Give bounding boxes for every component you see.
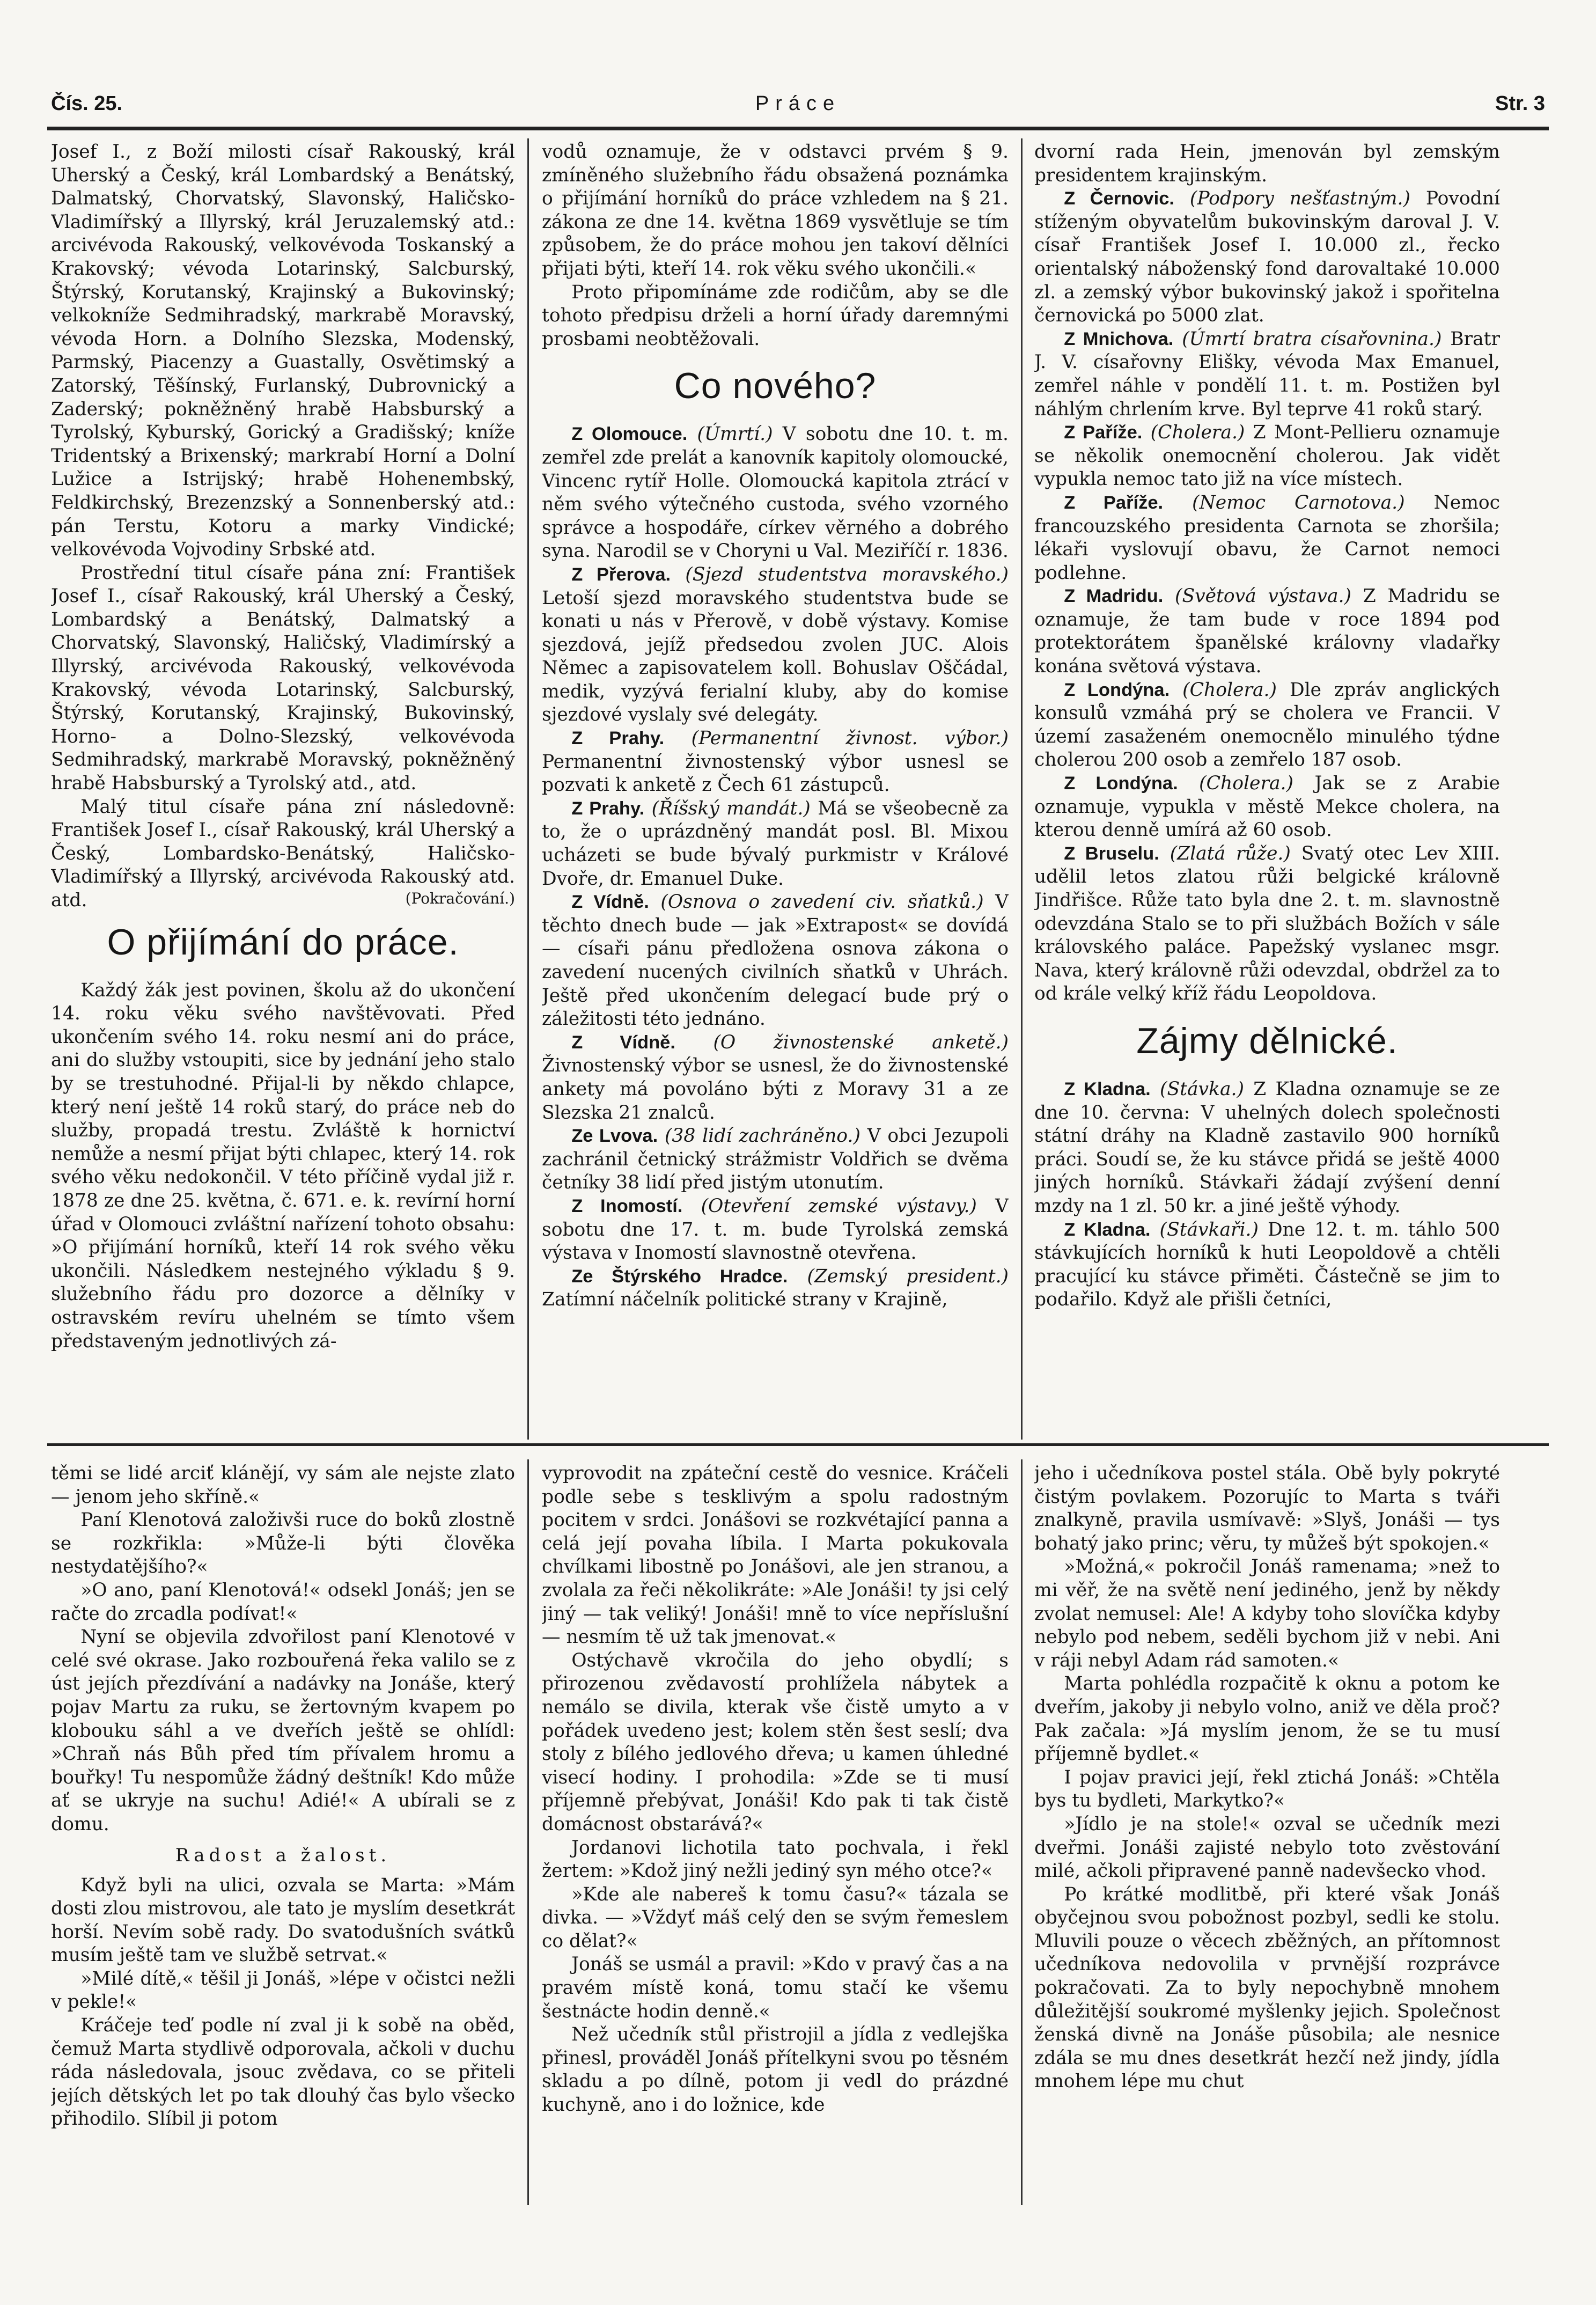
news-text: Zatímní náčelník politické strany v Krajině,	[542, 1289, 948, 1311]
news-location: Z Vídně.	[571, 892, 649, 913]
news-tag: (Cholera.)	[1199, 773, 1293, 795]
section-heading-news: Co nového?	[674, 365, 877, 407]
feuilleton-column-3	[1034, 1462, 1500, 2205]
news-tag: (Úmrtí bratra císařovnina.)	[1182, 328, 1442, 350]
news-text: V sobotu dne 10. t. m. zemřel zde prelát a kanovník kapitoly olomoucké, Vincenc rytíř Holle. Olomoucká kapitola ztrácí v něm svého výtečného custoda, svého vzorného správce a hospodáře, církev věrného a dobrého syna. Narodil se v Choryni u Val. Meziříčí r. 1836.	[542, 423, 1009, 562]
news-item	[1034, 772, 1500, 842]
news-location: Z Paříže.	[1064, 492, 1164, 513]
story-paragraph: těmi se lidé arciť klánějí, vy sám ale nejste zlato — jenom jeho skříně.«	[51, 1463, 515, 1508]
news-tag: (Říšský mandát.)	[651, 797, 811, 819]
story-paragraph: Nyní se objevila zdvořilost paní Klenotové v celé své okrase. Jako rozbouřená řeka valilo se z úst jejích přezdívání a nadávky na Jonáše, který pojav Martu za ruku, se žertovným kvapem po klobouku sáhl a ve dveřích ještě se ohlídl: »Chraň nás Bůh před tím přívalem hromu a bouřky! Tu nespomůže žádný deštník! Kdo může ať se ukryje na suchu! Adié!« A ubírali se z domu.	[51, 1626, 515, 1835]
column-rule-4	[1021, 1459, 1023, 2205]
news-tag: (Nemoc Carnotova.)	[1192, 491, 1405, 513]
news-location: Z Olomouce.	[571, 424, 688, 445]
continued-note: (Pokračování.)	[405, 889, 515, 907]
news-location: Z Londýna.	[1064, 773, 1178, 794]
news-item	[542, 891, 1009, 1031]
news-text: Svatý otec Lev XIII. udělil letos zlatou růži belgické královně Jindřišce. Růže tato byla dne 2. t. m. slavnostně odevzdána Stalo se to při službách Božích v sále královského paláce. Papežský vyslanec msgr. Nava, který královně růži odevzdal, obdržel za to od krále velký kříž řádu Leopoldova.	[1034, 842, 1500, 1005]
title-paragraph-1: Josef I., z Boží milosti císař Rakouský, král Uherský a Český, král Lombardský a Benátský, Dalmatský, Chorvatský, Slavonský, Haličsko-Vladimířský a Illyrský, král Jeruzalemský atd.: arcivévoda Rakouský, velkovévoda Toskanský a Krakovský; vévoda Lotarinský, Salcburský, Štýrský, Korutanský, Krajinský a Bukovinský; velkokníže Sedmihradský, markrabě Moravský, vévoda Horn. a Dolního Slezska, Modenský, Parmský, Piacenzy a Guastally, Osvětimský a Zatorský, Těšínský, Furlanský, Dubrovnický a Zaderský; pokněžněný hrabě Habsburský a Tyrolský, Kyburský, Gorický a Gradišský; kníže Tridentský a Brixenský; markrabí Horní a Dolní Lužice a Istrijský; hrabě Hohenembský, Feldkirchský, Brezenzský a Sonnenberský atd.: pán Terstu, Kotoru a marky Vindické; velkovévoda Vojvodiny Srbské atd.	[51, 141, 515, 561]
news-location: Ze Lvova.	[571, 1126, 658, 1147]
news-tag: (Osnova o zavedení civ. sňatků.)	[660, 891, 984, 913]
running-head	[51, 92, 1545, 124]
labor-tag: (Stávka.)	[1160, 1078, 1244, 1100]
page-number: Str. 3	[1495, 92, 1545, 115]
news-item	[542, 1195, 1009, 1265]
news-text: V obci Jezupoli zachránil četnický strážmistr Voldřich se dvěma četníky 38 lidí před jistým utonutím.	[542, 1125, 1009, 1194]
title-paragraph-2: Prostřední titul císaře pána zní: František Josef I., císař Rakouský, král Uherský a Český, Lombardský a Benátský, Dalmatský a Chorvatský, Slavonský, Haličský, Vladimírský a Illyrský, arcivévoda Rakouský, velkovévoda Krakovský, vévoda Lotarinský, Salcburský, Štýrský, Korutanský, Krajinský, Bukovinský, Horno- a Dolno-Slezský, velkovévoda Sedmihradský, markrabě Moravský, pokněžněný hrabě Habsburský a Tyrolský atd., atd.	[51, 562, 515, 795]
news-item	[1034, 328, 1500, 421]
story-paragraph: Paní Klenotová založivši ruce do boků zlostně se rozkřikla: »Může-li býti člověka nestydatějšího?«	[51, 1509, 515, 1578]
news-item	[542, 797, 1009, 891]
labor-location: Z Kladna.	[1064, 1078, 1151, 1099]
labor-item	[1034, 1218, 1500, 1312]
title-paragraph-3: Malý titul císaře pána zní následovně: František Josef I., císař Rakouský, král Uherský a Český, Lombardsko-Benátský, Haličsko-Vladimířský a Illyrský, arcivévoda Rakouský atd. atd.	[51, 796, 515, 911]
story-paragraph: »Jídlo je na stole!« ozval se učedník mezi dveřmi. Jonáši zajisté nebylo toto zvěstování milé, ačkoli připravené panně nadevšecko vhod.	[1034, 1813, 1500, 1882]
news-item	[1034, 421, 1500, 491]
news-item	[542, 563, 1009, 727]
news-item	[1034, 679, 1500, 772]
news-location: Z Londýna.	[1064, 679, 1170, 700]
story-paragraph: Než učedník stůl přistrojil a jídla z vedlejška přinesl, prováděl Jonáš přítelkyni svou po těsném skladu a po dílně, potom ji vedl do prázdné kuchyně, ano i do ložnice, kde	[542, 2024, 1009, 2116]
labor-tag: (Stávkaři.)	[1159, 1218, 1259, 1240]
story-paragraph: vyprovodit na zpáteční cestě do vesnice. Kráčeli podle sebe s tesklivým a spolu radostným pocitem v srdci. Jonášovi se rozkvétající panna a celá její povaha líbila. I Marta pokukovala chvílkami libostně po Jonášovi, ale jen stranou, a zvolala za řeči několikráte: »Ale Jonáši! ty jsi celý jiný — tak veliký! Jonáši! mně to více nepříslušní — nesmím tě už tak jmenovat.«	[542, 1463, 1009, 1648]
story-paragraph: »Kde ale nabereš k tomu času?« tázala se divka. — »Vždyť máš celý den se svým řemeslem co dělat?«	[542, 1883, 1009, 1952]
news-location: Z Černovic.	[1064, 188, 1174, 209]
news-text: Nemoc francouzského presidenta Carnota se zhoršila; lékaři vyslovují obavu, že Carnot nemoci podlehne.	[1034, 491, 1500, 584]
news-text: Dle zpráv anglických konsulů vzmáhá prý se cholera ve Francii. V území zasaženém onemocnělo minulého týdne cholerou 200 osob a zemřelo 187 osob.	[1034, 679, 1500, 771]
news-location: Z Paříže.	[1064, 422, 1143, 443]
news-item	[1034, 842, 1500, 1006]
news-tag: (Světová výstava.)	[1175, 585, 1352, 607]
news-tag: (Cholera.)	[1182, 679, 1277, 701]
newspaper-title: Práce	[755, 92, 841, 115]
feuilleton-column-1	[51, 1462, 515, 2205]
news-tag: (38 lidí zachráněno.)	[664, 1125, 860, 1147]
labor-text: Z Kladna oznamuje se ze dne 10. června: V uhelných dolech společnosti státní dráhy na Kladně zastavilo 900 horníků práci. Soudí se, že ku stávce přidá se ještě 4000 jiných horníků. Stávkaři žádají zvýšení denní mzdy na 1 zl. 50 kr. a jiné ještě výhody.	[1034, 1078, 1500, 1217]
news-item	[542, 1125, 1009, 1195]
news-text: V těchto dnech bude — jak »Extrapost« se dovídá — císaři pánu předložena osnova zákona o zavedení nucených civilních sňatků v Uhrách. Ještě před ukončením delegací bude prý o záležitosti této jednáno.	[542, 891, 1009, 1030]
feuilleton-column-2	[542, 1462, 1009, 2205]
labor-location: Z Kladna.	[1064, 1219, 1151, 1240]
news-tag: (Otevření zemské výstavy.)	[701, 1195, 977, 1217]
news-text: Z Madridu se oznamuje, že tam bude v roce 1894 pod protektorátem španělské královny vladařky konána světová výstava.	[1034, 585, 1500, 678]
section-heading-hiring: O přijímání do práce.	[107, 921, 459, 963]
news-location: Z Prahy.	[571, 728, 665, 749]
story-paragraph: »O ano, paní Klenotová!« odsekl Jonáš; jen se račte do zrcadla podívat!«	[51, 1579, 515, 1625]
header-rule	[47, 127, 1549, 130]
news-text: Permanentní živnostenský výbor usnesl se pozvati k anketě z Čech 61 zástupců.	[542, 751, 1009, 796]
chapter-heading: Radost a žalost.	[175, 1844, 391, 1866]
story-paragraph: Jordanovi lichotila tato pochvala, i řekl žertem: »Kdož jiný nežli jediný syn mého otce?«	[542, 1837, 1009, 1882]
news-text: Povodní stíženým obyvatelům bukovinským daroval J. V. císař František Josef I. 10.000 zl., řecko orientalský náboženský fond darovaltaké 10.000 zl. a zemský výbor bukovinský jakož i spořitelna černovická po 5000 zlat.	[1034, 188, 1500, 327]
hiring-continuation: vodů oznamuje, že v odstavci prvém § 9. zmíněného služebního řádu obsažená poznámka o přijímání horníků do práce vzhledem na § 21. zákona ze dne 14. května 1869 vysvětluje se tím způsobem, že do práce mohou jen takoví dělníci přijati býti, kteří 14. rok věku svého ukončili.«	[542, 141, 1009, 280]
news-tag: (Úmrtí.)	[697, 423, 773, 445]
news-tag: (Permanentní živnost. výbor.)	[691, 728, 1009, 750]
news-text: Bratr J. V. císařovny Elišky, vévoda Max Emanuel, zemřel náhle v pondělí 11. t. m. Postižen byl náhlým chrlením krve. Byl teprve 41 roků starý.	[1034, 328, 1500, 420]
news-tag: (Podpory nešťastným.)	[1189, 188, 1410, 210]
column-rule-3	[527, 1459, 529, 2205]
news-item	[542, 1031, 1009, 1125]
news-text: Živnostenský výbor se usnesl, že do živnostenské ankety má povoláno býti z Moravy 31 a ze Slezska 21 znalců.	[542, 1055, 1009, 1124]
news-tag: (Cholera.)	[1150, 422, 1245, 444]
story-paragraph: Marta pohlédla rozpačitě k oknu a potom ke dveřím, jakoby ji nebylo volno, aniž ve děla proč? Pak začala: »Já myslím jenom, že se tu musí příjemně bydlet.«	[1034, 1673, 1500, 1765]
labor-item	[1034, 1078, 1500, 1218]
news-text: Z Mont-Pellieru oznamuje se několik onemocnění cholerou. Jak vidět vypukla nemoc tato již na více místech.	[1034, 422, 1500, 490]
news-location: Z Vídně.	[571, 1032, 675, 1053]
news-location: Z Přerova.	[571, 564, 671, 585]
story-paragraph: Po krátké modlitbě, při které však Jonáš obyčejnou svou pobožnost pozbyl, sedli ke stolu. Mluvili pouze o věcech zběžných, an přítomnost učedníkova nedovolila v prvnější rozprávce pokračovati. Za to byly nepochybně mnohem důležitější soukromé myšlenky jejich. Společnost ženská divně na Jonáše působila; ale nesnice zdála se mu dnes desetkrát hezčí než jindy, jídla mnohem lépe mu chut	[1034, 1883, 1500, 2093]
story-paragraph: »Možná,« pokročil Jonáš ramenama; »než to mi věř, že na světě není jediného, jenž by někdy zvolat nemusel: Ale! A kdyby toho slovíčka kdyby nebylo pod nebem, seděli bychom již v nebi. Ani v ráji nebyl Adam rád samoten.«	[1034, 1556, 1500, 1671]
issue-number: Čís. 25.	[51, 92, 123, 115]
news-item	[1034, 491, 1500, 585]
news-text: Má se všeobecně za to, že o uprázdněný mandát posl. Bl. Mixou ucházeti se bude bývalý purkmistr v Králové Dvoře, dr. Emanuel Duke.	[542, 797, 1009, 890]
news-location: Z Inomostí.	[571, 1195, 683, 1216]
news-continuation: dvorní rada Hein, jmenován byl zemským presidentem krajinským.	[1034, 141, 1500, 186]
story-paragraph: Když byli na ulici, ozvala se Marta: »Mám dosti zlou mistrovou, ale tato je myslím desetkrát horší. Nevím sobě rady. Do svatodušních svátků musím ještě tam ve službě setrvat.«	[51, 1874, 515, 1966]
news-text: Letoší sjezd moravského studentstva bude se konati u nás v Přerově, v době výstavy. Komise sjezdová, jejíž předsedou zvolen JUC. Alois Němec a zapisovatelem koll. Bohuslav Oščádal, medik, vyzývá ferialní kluby, aby do komise sjezdové vyslaly své delegáty.	[542, 587, 1009, 726]
news-item	[542, 727, 1009, 797]
news-item	[542, 423, 1009, 563]
news-location: Z Bruselu.	[1064, 843, 1159, 864]
story-paragraph: Kráčeje teď podle ní zval ji k sobě na oběd, čemuž Marta stydlivě odporovala, ačkoli v duchu ráda následovala, jsouc zvědava, co se přiteli jejích dětských let po tak dlouhý čas bylo všecko přihodilo. Slíbil ji potom	[51, 2015, 515, 2130]
story-paragraph: »Milé dítě,« těšil ji Jonáš, »lépe v očistci nežli v pekle!«	[51, 1968, 515, 2013]
story-paragraph: jeho i učedníkova postel stála. Obě byly pokryté čistým povlakem. Pozorujíc to Marta s tváři znalkyně, pravila usmívavě: »Slyš, Jonáši — tys bohatý jako princ; věru, ty můžeš být spokojen.«	[1034, 1463, 1500, 1554]
news-location: Z Mnichova.	[1064, 328, 1174, 349]
news-tag: (O živnostenské anketě.)	[713, 1031, 1009, 1053]
story-paragraph: Jonáš se usmál a pravil: »Kdo v pravý čas a na pravém místě koná, tomu stačí ke všemu šestnácte hodin denně.«	[542, 1954, 1009, 2022]
news-item	[1034, 585, 1500, 678]
news-location: Ze Štýrského Hradce.	[571, 1266, 788, 1287]
news-item	[1034, 187, 1500, 328]
article-column-2	[542, 141, 1009, 1428]
news-tag: (Zlatá růže.)	[1170, 842, 1291, 864]
feuilleton-rule	[47, 1443, 1549, 1446]
news-text: Jak se z Arabie oznamuje, vypukla v městě Mekce cholera, na kterou denně umírá až 60 osob.	[1034, 773, 1500, 841]
story-paragraph: I pojav pravici její, řekl ztichá Jonáš: »Chtěla bys tu bydleti, Markytko?«	[1034, 1766, 1500, 1812]
article-column-3	[1034, 141, 1500, 1428]
section-heading-labor: Zájmy dělnické.	[1136, 1020, 1398, 1061]
news-item	[542, 1265, 1009, 1312]
article-column-1	[51, 141, 515, 1428]
column-rule-2	[1021, 138, 1023, 1440]
news-tag: (Sjezd studentstva moravského.)	[685, 563, 1009, 585]
news-text: V sobotu dne 17. t. m. bude Tyrolská zemská výstava v Inomostí slavnostně otevřena.	[542, 1195, 1009, 1264]
hiring-closing: Proto připomínáme zde rodičům, aby se dle tohoto předpisu drželi a horní úřady daremnými prosbami neobtěžovali.	[542, 281, 1009, 350]
hiring-paragraph: Každý žák jest povinen, školu až do ukončení 14. roku věku svého navštěvovati. Před ukončením svého 14. roku nesmí ani do práce, ani do služby vstoupiti, sice by jednání jeho stalo by se trestuhodné. Přijal-li by někdo chlapce, který není ještě 14 roků starý, do práce neb do služby, propadá trestu. Zvláště k hornictví nemůže a nesmí přijat býti chlapec, který 14. rok svého věku nedokončil. V této příčině vydal již r. 1878 ze dne 25. května, č. 671. e. k. revírní horní úřad v Olomouci zvláštní nařízení tohoto obsahu: »O přijímání horníků, kteří 14 rok svého věku ukončili. Následkem nestejného výkladu § 9. služebního řádu pro dozorce a dělníky v ostravském revíru uhelném se tímto všem představeným jednotlivých zá-	[51, 979, 515, 1352]
story-paragraph: Ostýchavě vkročila do jeho obydlí; s přirozenou zvědavostí prohlížela nábytek a nemálo se divila, kterak vše čistě umyto a v pořádek uvedeno jest; kolem stěn šest seslí; dva stoly z bílého jedlového dřeva; u kamen úhledné visecí hodiny. I prohodila: »Zde se ti musí příjemně přebývat, Jonáši! Kdo pak ti tak čistě domácnost obstarává?«	[542, 1649, 1009, 1835]
news-tag: (Zemský president.)	[807, 1265, 1009, 1287]
labor-text: Dne 12. t. m. táhlo 500 stávkujících horníků k huti Leopoldově a chtěli pracující ku stávce přiměti. Částečně se jim to podařilo. Když ale přišli četníci,	[1034, 1218, 1500, 1311]
news-location: Z Madridu.	[1064, 586, 1164, 607]
news-location: Z Prahy.	[571, 798, 645, 819]
column-rule-1	[527, 138, 529, 1440]
